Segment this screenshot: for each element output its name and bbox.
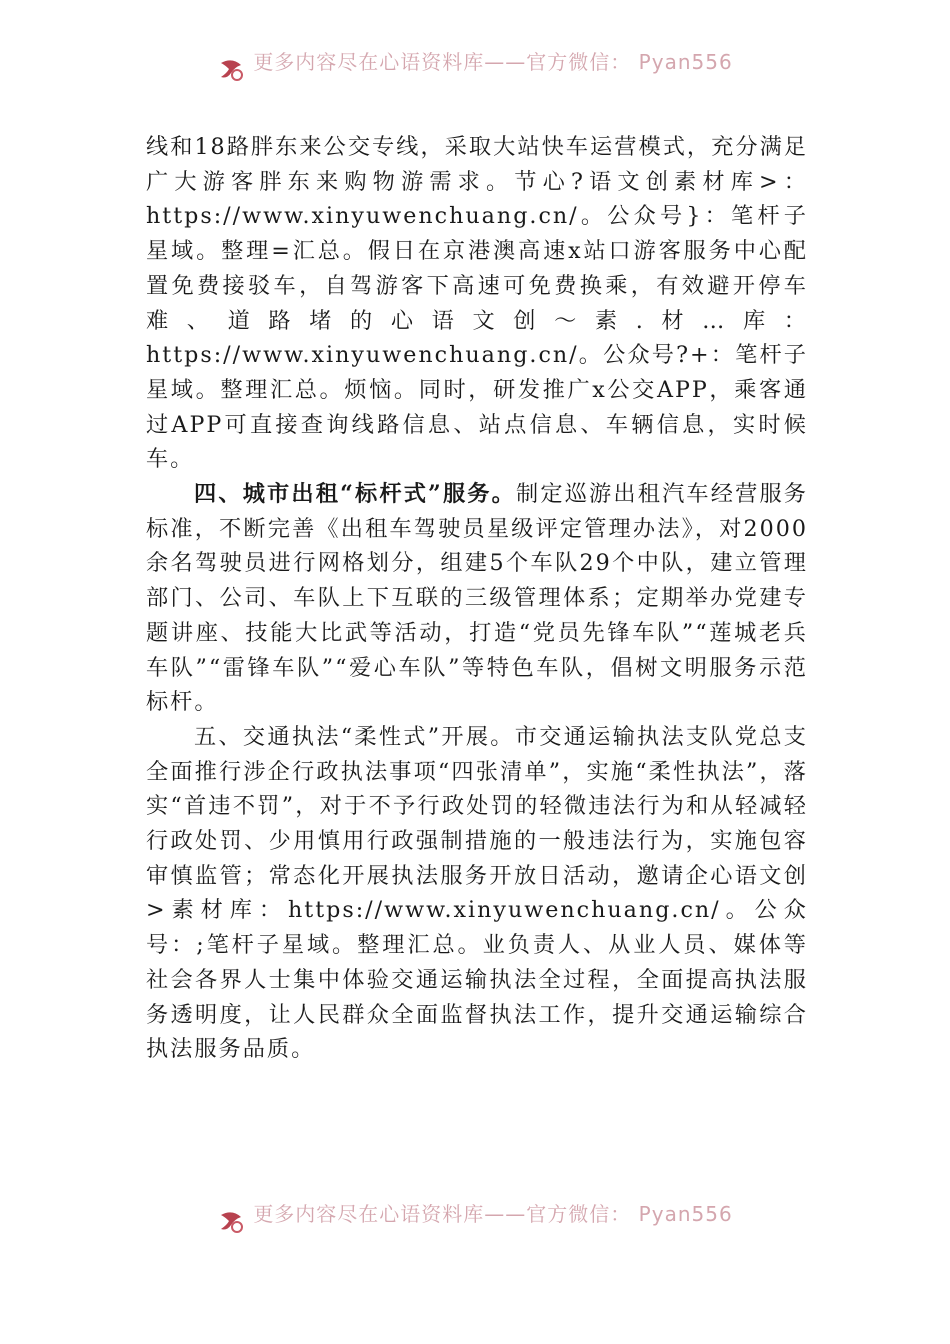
paragraph-2-text: 制定巡游出租汽车经营服务标准，不断完善《出租车驾驶员星级评定管理办法》，对2000余名驾驶员进行网格划分，组建5个车队29个中队，建立管理部门、公司、车队上下互联的三级管理体系；定期举办党建专题讲座、技能大比武等活动，打造“党员先锋车队”“莲城老兵车队”“雷锋车队”“爱心车队”等特色车队，倡树文明服务示范标杆。: [146, 481, 808, 716]
paragraph-2: [146, 477, 808, 720]
header-watermark: [0, 50, 950, 90]
watermark-text: 更多内容尽在心语资料库——官方微信： Pyan556: [253, 1202, 733, 1226]
section-heading-4: 四、城市出租“标杆式”服务。: [194, 481, 516, 508]
paragraph-1-text: 线和18路胖东来公交专线，采取大站快车运营模式，充分满足广大游客胖东来购物游需求。节心?语文创素材库>：https://www.xinyuwenchuang.cn/。公众号}：笔杆子星域。整理=汇总。假日在京港澳高速x站口游客服务中心配置免费接驳车，自驾游客下高速可免费换乘，有效避开停车难、道路堵的心语文创～素.材…库：https://www.xinyuwenchuang.cn/。公众号?+：笔杆子星域。整理汇总。烦恼。同时，研发推广x公交APP，乘客通过APP可直接查询线路信息、站点信息、车辆信息，实时候车。: [146, 134, 808, 473]
logo-icon: [217, 55, 247, 85]
logo-icon: [217, 1207, 247, 1237]
document-body: [146, 130, 808, 1067]
watermark-text: 更多内容尽在心语资料库——官方微信： Pyan556: [253, 50, 733, 74]
paragraph-3-text: 五、交通执法“柔性式”开展。市交通运输执法支队党总支全面推行涉企行政执法事项“四张清单”，实施“柔性执法”，落实“首违不罚”，对于不予行政处罚的轻微违法行为和从轻减轻行政处罚、少用慎用行政强制措施的一般违法行为，实施包容审慎监管；常态化开展执法服务开放日活动，邀请企心语文创>素材库：https://www.xinyuwenchuang.cn/。公众号：;笔杆子星域。整理汇总。业负责人、从业人员、媒体等社会各界人士集中体验交通运输执法全过程，全面提高执法服务透明度，让人民群众全面监督执法工作，提升交通运输综合执法服务品质。: [146, 723, 808, 1063]
paragraph-1: [146, 130, 808, 477]
paragraph-3: [146, 720, 808, 1067]
footer-watermark: [0, 1202, 950, 1242]
